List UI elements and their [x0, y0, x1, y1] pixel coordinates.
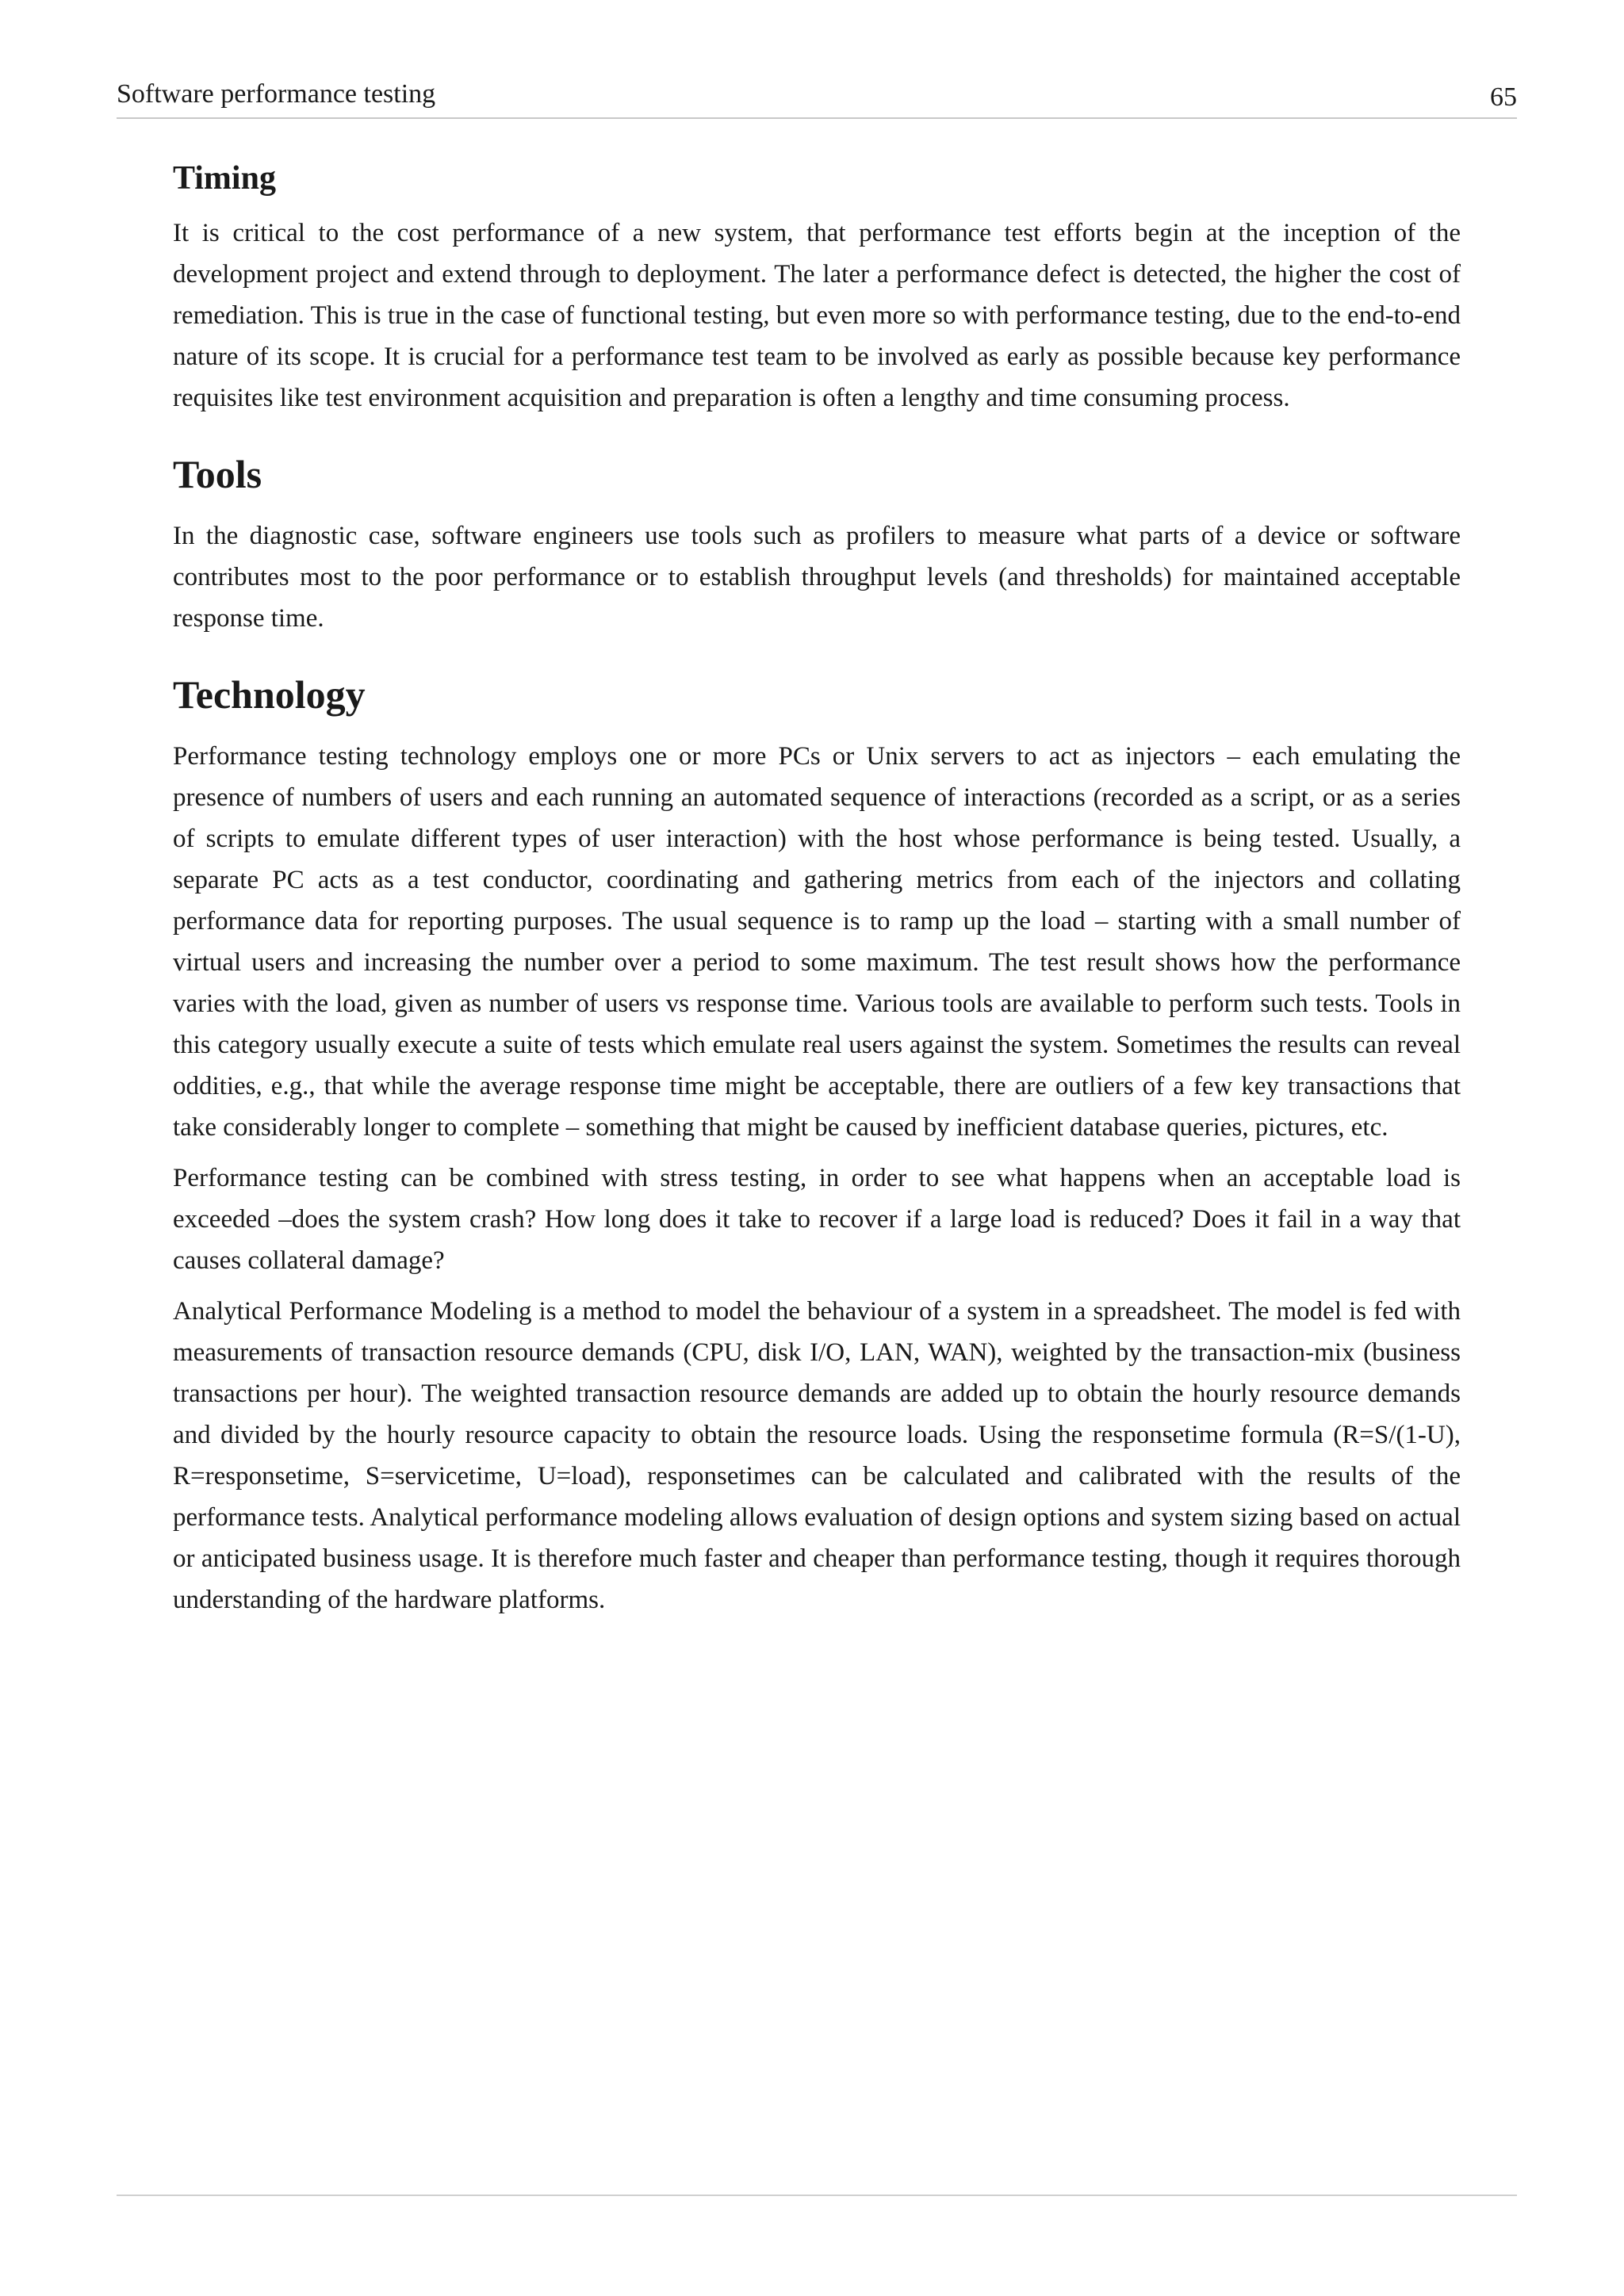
page-content: [173, 159, 1461, 1652]
running-title: Software performance testing: [117, 79, 436, 109]
paragraph: In the diagnostic case, software engineers use tools such as profilers to measure what parts of a device or software contributes most to the poor performance or to establish throughput levels (and thresholds) for maintained acceptable response time.: [173, 522, 1461, 633]
section-title-technology: Technology: [173, 672, 366, 718]
page-header: [117, 76, 1517, 119]
paragraph: Analytical Performance Modeling is a method to model the behaviour of a system in a spreadsheet. The model is fed with measurements of transaction resource demands (CPU, disk I/O, LAN, WAN), weighted by the transaction-mix (business transactions per hour). The weighted transaction resource demands are added up to obtain the hourly resource demands and divided by the hourly resource capacity to obtain the resource loads. Using the responsetime formula (R=S/(1-U), R=responsetime, S=servicetime, U=load), responsetimes can be calculated and calibrated with the results of the performance tests. Analytical performance modeling allows evaluation of design options and system sizing based on actual or anticipated business usage. It is therefore much faster and cheaper than performance testing, though it requires thorough understanding of the hardware platforms.: [173, 1297, 1461, 1615]
section-title-tools: Tools: [173, 452, 262, 497]
paragraph: Performance testing technology employs one or more PCs or Unix servers to act as injectors – each emulating the presence of numbers of users and each running an automated sequence of interactions (recorded as a script, or as a series of scripts to emulate different types of user interaction) with the host whose performance is being tested. Usually, a separate PC acts as a test conductor, coordinating and gathering metrics from each of the injectors and collating performance data for reporting purposes. The usual sequence is to ramp up the load – starting with a small number of virtual users and increasing the number over a period to some maximum. The test result shows how the performance varies with the load, given as number of users vs response time. Various tools are available to perform such tests. Tools in this category usually execute a suite of tests which emulate real users against the system. Sometimes the results can reveal oddities, e.g., that while the average response time might be acceptable, there are outliers of a few key transactions that take considerably longer to complete – something that might be caused by inefficient database queries, pictures, etc.: [173, 742, 1461, 1142]
section-technology: [173, 671, 1461, 1621]
section-timing: [173, 159, 1461, 419]
section-title-timing: Timing: [173, 160, 276, 197]
paragraph: It is critical to the cost performance of a new system, that performance test efforts begin at the inception of the development project and extend through to deployment. The later a performance defect is detected, the higher the cost of remediation. This is true in the case of functional testing, but even more so with performance testing, due to the end-to-end nature of its scope. It is crucial for a performance test team to be involved as early as possible because key performance requisites like test environment acquisition and preparation is often a lengthy and time consuming process.: [173, 219, 1461, 413]
page-number: 65: [1490, 82, 1517, 112]
section-tools: [173, 450, 1461, 639]
paragraph: Performance testing can be combined with stress testing, in order to see what happens when an acceptable load is exceeded –does the system crash? How long does it take to recover if a large load is reduced? Does it fail in a way that causes collateral damage?: [173, 1164, 1461, 1276]
footer-rule: [117, 2195, 1517, 2196]
